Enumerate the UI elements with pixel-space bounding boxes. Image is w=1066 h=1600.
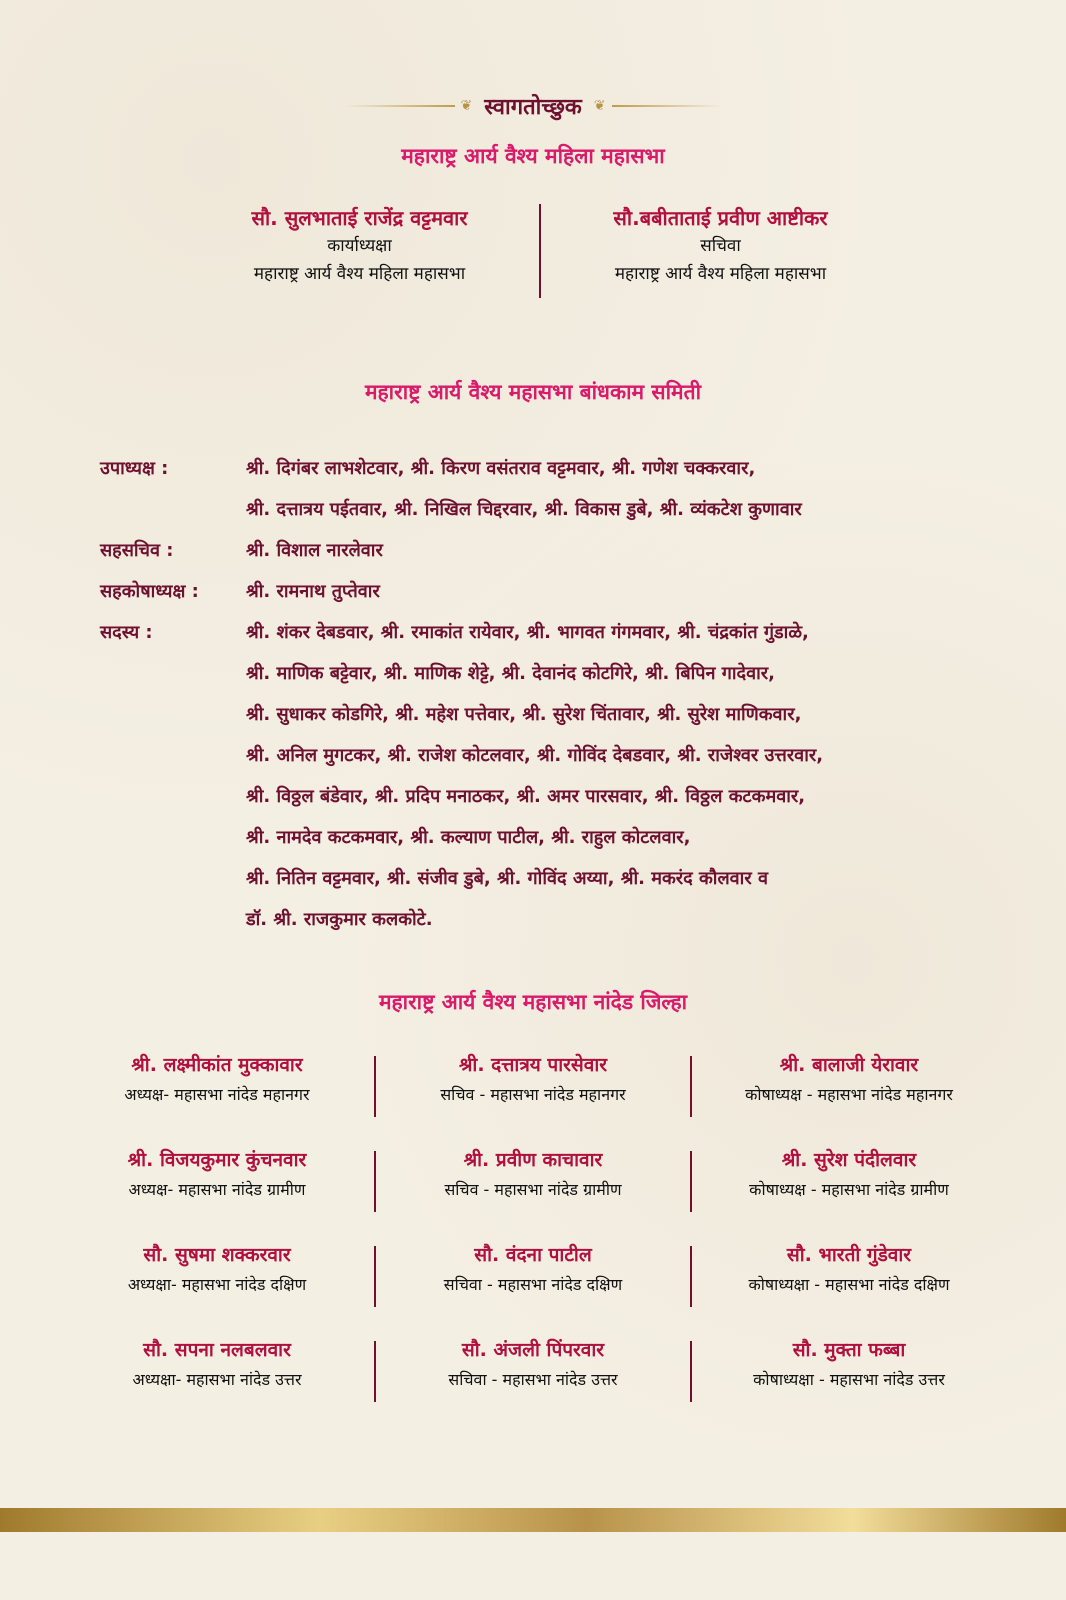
officer-role: अध्यक्ष- महासभा नांदेड ग्रामीण: [128, 1180, 306, 1199]
officer-name: सौ. भारती गुंडेवार: [786, 1244, 912, 1266]
welcome-header: [0, 86, 1066, 126]
officer-name: श्री. विजयकुमार कुंचनवार: [127, 1149, 307, 1171]
names-line: श्री. दत्तात्रय पईतवार, श्री. निखिल चिद्दरवार, श्री. विकास डुबे, श्री. व्यंकटेश कुणावार: [246, 499, 802, 520]
committee-names: [246, 571, 1000, 612]
officer-name: सौ. सुषमा शक्करवार: [143, 1244, 291, 1266]
officer-role: कोषाध्यक्षा - महासभा नांदेड उत्तर: [753, 1370, 945, 1389]
column-divider: [539, 204, 541, 298]
right-gold-rule: [612, 105, 722, 107]
names-line: श्री. नामदेव कटकमवार, श्री. कल्याण पाटील, श्री. राहुल कोटलवार,: [246, 827, 691, 848]
committee-label: सहकोषाध्यक्ष :: [100, 581, 199, 602]
officer-name: श्री. लक्ष्मीकांत मुक्कावार: [131, 1054, 303, 1076]
officer-card: [376, 1240, 690, 1335]
section-title-nanded-district: महाराष्ट्र आर्य वैश्य महासभा नांदेड जिल्हा: [378, 990, 688, 1014]
names-line: श्री. नितिन वट्टमवार, श्री. संजीव डुबे, श्री. गोविंद अय्या, श्री. मकरंद कौलवार व: [246, 868, 768, 889]
committee-row: [100, 612, 1000, 940]
committee-label: सदस्य :: [100, 622, 153, 643]
officer-card: [60, 1050, 374, 1145]
officer-role: कोषाध्यक्ष - महासभा नांदेड ग्रामीण: [749, 1180, 949, 1199]
names-line: श्री. विशाल नारलेवार: [246, 540, 383, 561]
committee-names: [246, 612, 1000, 940]
officer-role: अध्यक्षा- महासभा नांदेड उत्तर: [132, 1370, 302, 1389]
names-line: श्री. विठ्ठल बंडेवार, श्री. प्रदिप मनाठकर, श्री. अमर पारसवार, श्री. विठ्ठल कटकमवार,: [246, 786, 806, 807]
committee-list: [100, 448, 1000, 940]
committee-label: सहसचिव :: [100, 540, 174, 561]
officer-name: सौ. अंजली पिंपरवार: [461, 1339, 605, 1361]
names-line: श्री. सुधाकर कोडगिरे, श्री. महेश पत्तेवार, श्री. सुरेश चिंतावार, श्री. सुरेश माणिकवार,: [246, 704, 802, 725]
officer-role: कार्याध्यक्षा: [327, 236, 392, 256]
officer-role: सचिव - महासभा नांदेड ग्रामीण: [444, 1180, 622, 1199]
officer-name: सौ. सपना नलबलवार: [143, 1339, 291, 1361]
names-line: श्री. अनिल मुगटकर, श्री. राजेश कोटलवार, श्री. गोविंद देबडवार, श्री. राजेश्वर उत्तरवार,: [246, 745, 824, 766]
names-line: श्री. शंकर देबडवार, श्री. रमाकांत रायेवार, श्री. भागवत गंगमवार, श्री. चंद्रकांत गुंडाळे,: [246, 622, 809, 643]
mahila-officers: [190, 204, 890, 298]
officer-name: सौ. मुक्ता फब्बा: [792, 1339, 906, 1361]
officer-role: कोषाध्यक्ष - महासभा नांदेड महानगर: [745, 1085, 953, 1104]
officer-card: [551, 204, 890, 298]
officer-card: [692, 1145, 1006, 1240]
left-gold-rule: [345, 105, 455, 107]
officer-name: श्री. प्रवीण काचावार: [463, 1149, 603, 1171]
officer-row: [60, 1335, 1006, 1430]
officer-org: महाराष्ट्र आर्य वैश्य महिला महासभा: [253, 264, 466, 284]
officer-row: [60, 1050, 1006, 1145]
officer-role: सचिवा: [700, 236, 741, 256]
committee-row: [100, 448, 1000, 530]
district-officers-grid: [60, 1050, 1006, 1430]
officer-role: कोषाध्यक्षा - महासभा नांदेड दक्षिण: [748, 1275, 950, 1294]
committee-names: [246, 448, 1000, 530]
officer-card: [376, 1145, 690, 1240]
committee-label: उपाध्यक्ष :: [100, 458, 169, 479]
officer-name: सौ. सुलभाताई राजेंद्र वट्टमवार: [251, 206, 468, 230]
section-title-mahila-mahasabha: महाराष्ट्र आर्य वैश्य महिला महासभा: [401, 144, 665, 168]
officer-org: महाराष्ट्र आर्य वैश्य महिला महासभा: [614, 264, 827, 284]
officer-name: श्री. बालाजी येरावार: [779, 1054, 919, 1076]
names-line: श्री. माणिक बट्टेवार, श्री. माणिक शेट्टे, श्री. देवानंद कोटगिरे, श्री. बिपिन गादेवार,: [246, 663, 775, 684]
committee-row: [100, 571, 1000, 612]
officer-name: श्री. दत्तात्रय पारसेवार: [458, 1054, 608, 1076]
officer-card: [692, 1240, 1006, 1335]
welcome-heading: स्वागतोच्छुक: [484, 95, 582, 120]
flourish-icon: ❦: [460, 98, 473, 114]
officer-card: [376, 1050, 690, 1145]
officer-role: अध्यक्षा- महासभा नांदेड दक्षिण: [127, 1275, 307, 1294]
committee-row: [100, 530, 1000, 571]
committee-names: [246, 530, 1000, 571]
officer-role: सचिवा - महासभा नांदेड उत्तर: [448, 1370, 618, 1389]
names-line: डॉ. श्री. राजकुमार कलकोटे.: [246, 909, 433, 930]
officer-role: अध्यक्ष- महासभा नांदेड महानगर: [124, 1085, 310, 1104]
officer-card: [190, 204, 529, 298]
officer-card: [692, 1335, 1006, 1430]
section-title-construction-committee: महाराष्ट्र आर्य वैश्य महासभा बांधकाम समिती: [364, 380, 702, 404]
gold-border-band: [0, 1508, 1066, 1532]
officer-card: [60, 1335, 374, 1430]
officer-name: श्री. सुरेश पंदीलवार: [781, 1149, 917, 1171]
names-line: श्री. दिगंबर लाभशेटवार, श्री. किरण वसंतराव वट्टमवार, श्री. गणेश चक्करवार,: [246, 458, 756, 479]
flourish-icon: ❦: [593, 98, 606, 114]
officer-row: [60, 1240, 1006, 1335]
officer-name: सौ. वंदना पाटील: [474, 1244, 592, 1266]
officer-card: [692, 1050, 1006, 1145]
officer-row: [60, 1145, 1006, 1240]
officer-card: [376, 1335, 690, 1430]
officer-role: सचिव - महासभा नांदेड महानगर: [440, 1085, 626, 1104]
names-line: श्री. रामनाथ तुप्तेवार: [246, 581, 380, 602]
officer-card: [60, 1240, 374, 1335]
officer-card: [60, 1145, 374, 1240]
officer-name: सौ.बबीताताई प्रवीण आष्टीकर: [613, 206, 828, 230]
officer-role: सचिवा - महासभा नांदेड दक्षिण: [443, 1275, 623, 1294]
